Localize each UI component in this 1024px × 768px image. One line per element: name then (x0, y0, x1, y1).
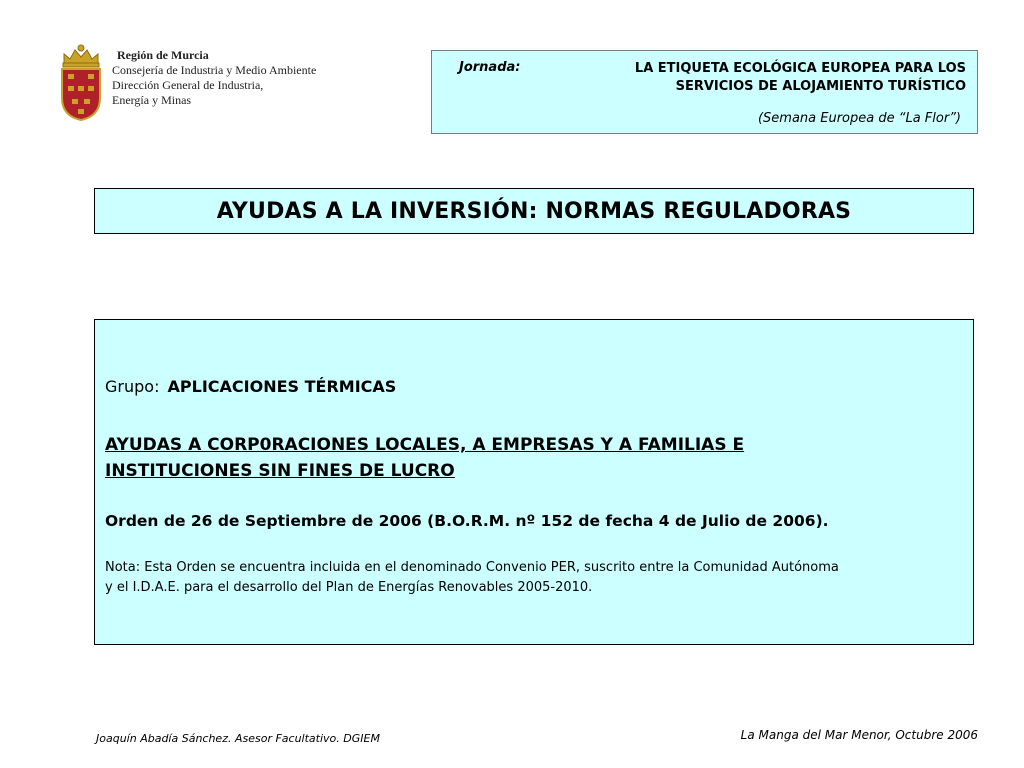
footer-author: Joaquín Abadía Sánchez. Asesor Facultativo. DGIEM (96, 732, 380, 745)
jornada-title-line: SERVICIOS DE ALOJAMIENTO TURÍSTICO (675, 79, 966, 94)
organization-block (112, 48, 316, 108)
coat-of-arms-icon (58, 42, 104, 122)
jornada-label: Jornada: (459, 60, 521, 75)
jornada-title (536, 60, 966, 96)
organization-line: Consejería de Industria y Medio Ambiente (112, 63, 317, 77)
organization-title: Región de Murcia (117, 48, 209, 62)
organization-line: Energía y Minas (112, 93, 192, 107)
organization-line: Dirección General de Industria, (112, 78, 264, 92)
nota-line: y el I.D.A.E. para el desarrollo del Plan de Energías Renovables 2005-2010. (105, 580, 593, 595)
grupo-row (105, 377, 396, 396)
main-title-box (94, 188, 974, 234)
jornada-title-line: LA ETIQUETA ECOLÓGICA EUROPEA PARA LOS (634, 61, 966, 76)
content-box (94, 319, 974, 645)
orden-text: Orden de 26 de Septiembre de 2006 (B.O.R.M. nº 152 de fecha 4 de Julio de 2006). (105, 512, 829, 530)
grupo-label: Grupo: (105, 377, 160, 396)
nota-line: Nota: Esta Orden se encuentra incluida en el denominado Convenio PER, suscrito entre la Comunidad Autónoma (105, 560, 839, 575)
page-title: AYUDAS A LA INVERSIÓN: NORMAS REGULADORAS (216, 198, 852, 224)
ayudas-heading-line: AYUDAS A CORP0RACIONES LOCALES, A EMPRESAS Y A FAMILIAS E (105, 435, 745, 455)
grupo-value: APLICACIONES TÉRMICAS (167, 377, 397, 396)
footer-place-date: La Manga del Mar Menor, Octubre 2006 (740, 728, 978, 742)
nota-text (105, 558, 965, 598)
ayudas-heading-line: INSTITUCIONES SIN FINES DE LUCRO (105, 461, 455, 481)
jornada-box (431, 50, 978, 134)
jornada-subtitle: (Semana Europea de “La Flor”) (757, 111, 961, 126)
ayudas-heading (105, 432, 965, 484)
